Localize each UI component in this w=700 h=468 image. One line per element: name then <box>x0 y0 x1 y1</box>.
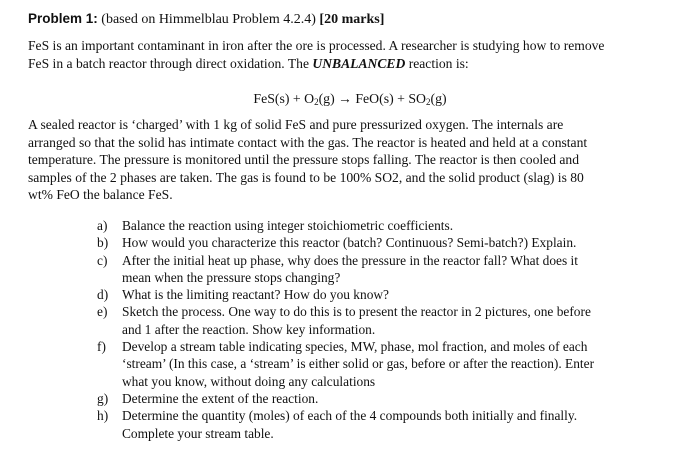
problem-source: (based on Himmelblau Problem 4.2.4) <box>97 12 320 27</box>
question-text-line: After the initial heat up phase, why does the pressure in the reactor fall? What does it <box>122 252 578 268</box>
description-paragraph <box>28 116 678 204</box>
unbalanced-emphasis: UNBALANCED <box>312 55 406 71</box>
description-line: temperature. The pressure is monitored until the pressure stops falling. The reactor is then cooled and <box>28 152 580 168</box>
question-list <box>97 217 677 442</box>
question-letter: g) <box>97 390 109 406</box>
reaction-equation <box>0 90 700 108</box>
question-letter: h) <box>97 408 109 424</box>
reaction-part: FeS(s) + O <box>253 91 315 106</box>
question-letter: d) <box>97 287 109 303</box>
intro-line2-suffix: reaction is: <box>405 55 469 71</box>
question-letter: a) <box>97 218 108 233</box>
question-letter: f) <box>97 339 106 355</box>
description-line: A sealed reactor is ‘charged’ with 1 kg of solid FeS and pure pressurized oxygen. The internals are <box>28 117 564 132</box>
question-text-line: Sketch the process. One way to do this is to present the reactor in 2 pictures, one before <box>122 304 591 320</box>
question-text-line: mean when the pressure stops changing? <box>122 269 341 285</box>
reaction-subscript: 2 <box>426 97 431 107</box>
question-text-line: What is the limiting reactant? How do you know? <box>122 287 390 303</box>
problem-label: Problem 1: <box>28 11 98 26</box>
intro-line: FeS is an important contaminant in iron after the ore is processed. A researcher is studying how to remove <box>28 38 605 53</box>
question-letter: e) <box>97 304 108 320</box>
intro-line2-prefix: FeS in a batch reactor through direct oxidation. The <box>28 55 313 71</box>
problem-marks: [20 marks] <box>319 12 385 27</box>
question-item <box>97 234 677 251</box>
question-letter: b) <box>97 235 109 251</box>
question-text-line: Develop a stream table indicating species, MW, phase, mol fraction, and moles of each <box>122 339 588 355</box>
reaction-part: (g) <box>430 91 447 106</box>
description-line: arranged so that the solid has intimate contact with the gas. The reactor is heated and held at a constant <box>28 134 588 150</box>
intro-paragraph <box>28 37 678 72</box>
question-item <box>97 338 677 390</box>
question-text-line: what you know, without doing any calculations <box>122 373 376 389</box>
question-text-line: How would you characterize this reactor (batch? Continuous? Semi-batch?) Explain. <box>122 235 577 251</box>
question-item <box>97 390 677 407</box>
description-line: samples of the 2 phases are taken. The gas is found to be 100% SO2, and the solid product (slag) is 80 <box>28 169 584 185</box>
question-item <box>97 217 677 234</box>
reaction-subscript: 2 <box>314 97 319 107</box>
problem-title <box>28 10 384 29</box>
question-letter: c) <box>97 252 108 268</box>
question-item <box>97 286 677 303</box>
question-text-line: Complete your stream table. <box>122 425 274 441</box>
question-text-line: Determine the quantity (moles) of each of the 4 compounds both initially and finally. <box>122 408 578 424</box>
question-item <box>97 407 677 442</box>
reaction-part: (g) → FeO(s) + SO <box>318 91 426 106</box>
question-text-line: Determine the extent of the reaction. <box>122 390 319 406</box>
question-text-line: and 1 after the reaction. Show key information. <box>122 321 376 337</box>
question-text-line: ‘stream’ (In this case, a ‘stream’ is either solid or gas, before or after the reaction). Enter <box>122 356 595 372</box>
question-item <box>97 252 677 287</box>
question-text-line: Balance the reaction using integer stoichiometric coefficients. <box>122 218 454 233</box>
description-line: wt% FeO the balance FeS. <box>28 187 173 203</box>
intro-line <box>28 55 678 73</box>
question-item <box>97 303 677 338</box>
